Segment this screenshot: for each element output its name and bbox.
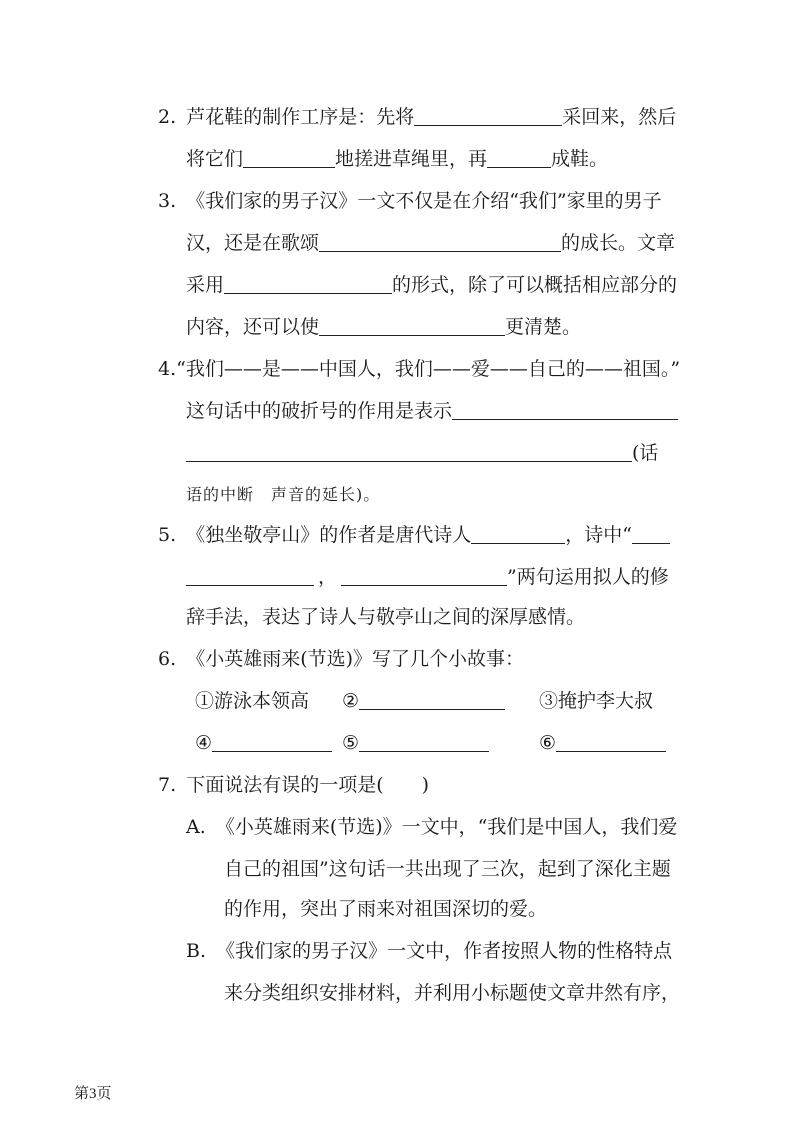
q6-item3: ③掩护李大叔	[539, 690, 654, 712]
q6-item6: ⑥	[539, 729, 666, 757]
q5-blank-1[interactable]	[471, 523, 565, 544]
q5-blank-4[interactable]	[341, 565, 507, 586]
q4-blank-2[interactable]	[186, 441, 632, 462]
q5-blank-3[interactable]	[186, 565, 314, 586]
q3-line4: 内容，还可以使 更清楚。	[186, 316, 582, 338]
q3-line1: 3. 《我们家的男子汉》一文不仅是在介绍“我们”家里的男子	[158, 190, 662, 212]
q3-line2: 汉，还是在歌颂 的成长。文章	[186, 232, 676, 254]
q6-item5: ⑤	[342, 729, 489, 757]
q2-blank-3[interactable]	[487, 147, 551, 168]
page-number: 第3页	[74, 1086, 112, 1102]
q3-number: 3.	[158, 190, 177, 212]
q6-item4: ④	[195, 729, 332, 757]
q3-blank-1[interactable]	[319, 231, 561, 252]
q6-blank-2[interactable]	[359, 689, 505, 710]
q4-number: 4.	[158, 358, 177, 380]
q4-line4: 语的中断 声音的延长)。	[186, 485, 381, 504]
q6-item1: ①游泳本领高	[195, 690, 310, 712]
q2-number: 2.	[158, 106, 177, 128]
q2-blank-1[interactable]	[414, 105, 562, 126]
q5-line2: ， ”两句运用拟人的修	[186, 563, 669, 591]
q4-line3: (话	[186, 439, 658, 467]
q6-blank-4[interactable]	[212, 731, 332, 752]
q5-line3: 辞手法，表达了诗人与敬亭山之间的深厚感情。	[186, 606, 586, 628]
q4-line1: 4.“我们——是——中国人，我们——爱——自己的——祖国。”	[158, 358, 681, 380]
q6-blank-6[interactable]	[556, 731, 666, 752]
q7-number: 7.	[158, 774, 177, 796]
q5-line1: 5. 《独坐敬亭山》的作者是唐代诗人 ，诗中“	[158, 521, 670, 549]
q5-blank-2[interactable]	[632, 523, 670, 544]
q7-option-a-label: A.	[186, 816, 206, 838]
q3-blank-2[interactable]	[224, 273, 392, 294]
q7-option-b-label: B.	[186, 940, 207, 962]
q7-option-a-line2: 自己的祖国”这句话一共出现了三次，起到了深化主题	[224, 858, 671, 880]
q6-number: 6.	[158, 648, 177, 670]
q7-stem: 7. 下面说法有误的一项是( )	[158, 774, 430, 796]
q4-line2: 这句话中的破折号的作用是表示	[186, 397, 678, 425]
q5-number: 5.	[158, 524, 177, 546]
q6-blank-5[interactable]	[359, 731, 489, 752]
q3-line3: 采用 的形式，除了可以概括相应部分的	[186, 274, 678, 296]
q7-option-a-line3: 的作用，突出了雨来对祖国深切的爱。	[224, 898, 548, 920]
q2-blank-2[interactable]	[243, 147, 335, 168]
q2-line2: 将它们 地搓进草绳里，再 成鞋。	[186, 148, 609, 170]
q7-option-b-line2: 来分类组织安排材料，并利用小标题使文章井然有序，	[224, 982, 681, 1004]
q3-blank-3[interactable]	[319, 315, 505, 336]
q6-item2: ②	[342, 687, 505, 715]
q4-blank-1[interactable]	[452, 399, 678, 420]
q2-line1: 2. 芦花鞋的制作工序是：先将 采回来，然后	[158, 106, 677, 128]
q7-option-a-line1: A. 《小英雄雨来(节选)》一文中，“我们是中国人，我们爱	[186, 816, 678, 838]
q6-line1: 6. 《小英雄雨来(节选)》写了几个小故事：	[158, 648, 525, 670]
q7-option-b-line1: B. 《我们家的男子汉》一文中，作者按照人物的性格特点	[186, 940, 673, 962]
